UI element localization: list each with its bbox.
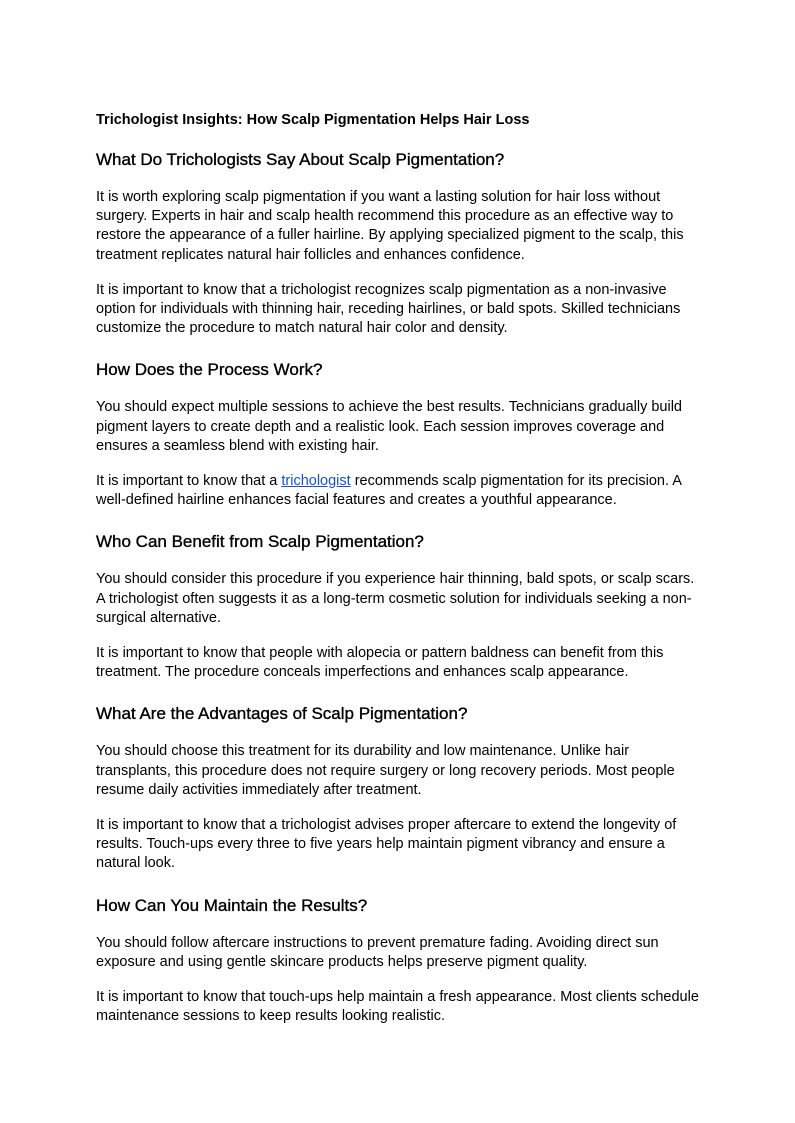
section-heading: What Do Trichologists Say About Scalp Pigmentation? xyxy=(96,150,505,169)
paragraph: It is worth exploring scalp pigmentation if you want a lasting solution for hair loss without surgery. Experts in hair and scalp health recommend this procedure as an effective way to restore the appearance of a fuller hairline. By applying specialized pigment to the scalp, this treatment replicates natural hair follicles and enhances confidence. xyxy=(96,189,684,263)
document-title: Trichologist Insights: How Scalp Pigmentation Helps Hair Loss xyxy=(96,112,530,128)
paragraph: You should expect multiple sessions to achieve the best results. Technicians gradually build pigment layers to create depth and a realistic look. Each session improves coverage and ensures a seamless blend with existing hair. xyxy=(96,399,682,454)
section-trichologists-say xyxy=(96,149,700,338)
section-heading: Who Can Benefit from Scalp Pigmentation? xyxy=(96,532,424,552)
section-maintain-results xyxy=(96,895,700,1027)
paragraph-with-link xyxy=(96,472,700,510)
section-process xyxy=(96,359,700,510)
section-heading: What Are the Advantages of Scalp Pigmentation? xyxy=(96,704,468,724)
paragraph: It is important to know that people with alopecia or pattern baldness can benefit from this treatment. The procedure conceals imperfections and enhances scalp appearance. xyxy=(96,645,664,681)
paragraph: You should consider this procedure if you experience hair thinning, bald spots, or scalp scars. A trichologist often suggests it as a long-term cosmetic solution for individuals seeking a non-surgical alternative. xyxy=(96,571,695,626)
paragraph: It is important to know that a trichologist advises proper aftercare to extend the longevity of results. Touch-ups every three to five years help maintain pigment vibrancy and ensure a natural look. xyxy=(96,817,677,872)
text-span: recommends scalp pigmentation for its precision. A well-defined hairline enhances facial features and creates a youthful appearance. xyxy=(96,473,682,509)
trichologist-link[interactable]: trichologist xyxy=(281,473,351,490)
section-who-can-benefit xyxy=(96,531,700,682)
text-span: It is important to know that a xyxy=(96,473,282,490)
document-page xyxy=(96,111,700,1042)
paragraph: You should choose this treatment for its durability and low maintenance. Unlike hair transplants, this procedure does not require surgery or long recovery periods. Most people resume daily activities immediately after treatment. xyxy=(96,743,675,798)
paragraph: It is important to know that touch-ups help maintain a fresh appearance. Most clients schedule maintenance sessions to keep results looking realistic. xyxy=(96,989,699,1025)
section-heading: How Can You Maintain the Results? xyxy=(96,895,368,915)
section-advantages xyxy=(96,703,700,873)
section-heading: How Does the Process Work? xyxy=(96,360,323,380)
paragraph: You should follow aftercare instructions to prevent premature fading. Avoiding direct sun exposure and using gentle skincare products helps preserve pigment quality. xyxy=(96,934,659,970)
paragraph: It is important to know that a trichologist recognizes scalp pigmentation as a non-invasive option for individuals with thinning hair, receding hairlines, or bald spots. Skilled technicians customize the procedure to match natural hair color and density. xyxy=(96,281,681,337)
